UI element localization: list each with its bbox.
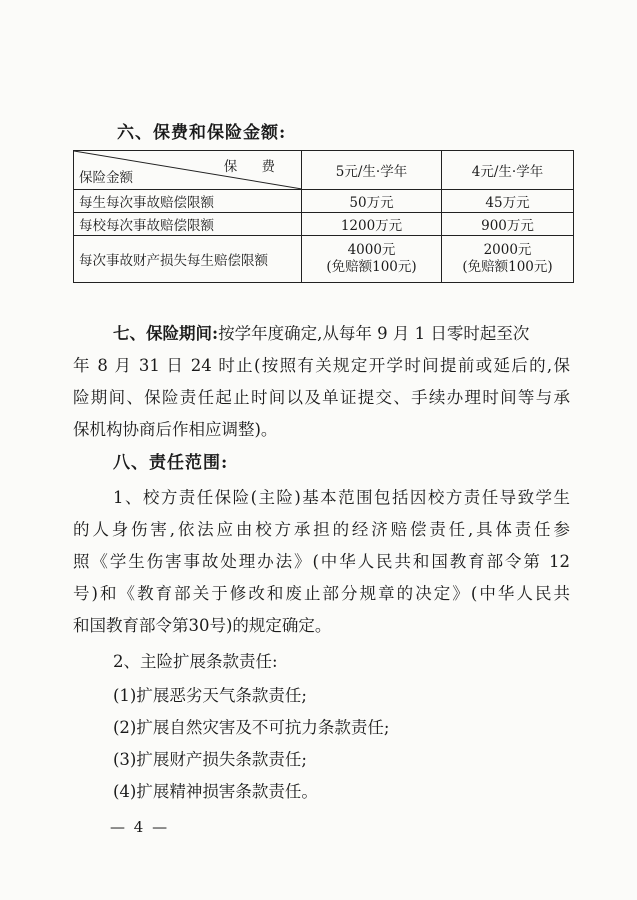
section-7-line-2: 年 8 月 31 日 24 时止(按照有关规定开学时间提前或延后的,保 — [73, 356, 570, 375]
section-8-heading: 八、责任范围: — [113, 453, 229, 473]
diagonal-header-cell — [74, 151, 302, 190]
section-8-para-1-line-1: 1、校方责任保险(主险)基本范围包括因校方责任导致学生 — [113, 488, 570, 507]
section-8-para-1-line-3: 照《学生伤害事故处理办法》(中华人民共和国教育部令第 12 — [73, 552, 570, 571]
col-header-4yuan: 4元/生·学年 — [442, 151, 574, 190]
premium-header-label: 保 费 — [223, 159, 285, 175]
cell-amount: 2000元 — [483, 242, 532, 258]
section-7-line-4: 保机构协商后作相应调整)。 — [73, 420, 278, 439]
table-row — [74, 236, 574, 283]
section-8-para-1-line-5: 和国教育部令第30号)的规定确定。 — [73, 616, 332, 635]
list-item: (4)扩展精神损害条款责任。 — [113, 782, 318, 801]
insured-amount-header-label: 保险金额 — [79, 170, 133, 186]
row-label: 每校每次事故赔偿限额 — [74, 213, 302, 236]
table-cell — [442, 236, 574, 283]
list-item: (1)扩展恶劣天气条款责任; — [113, 686, 307, 705]
section-7-text: 按学年度确定,从每年 9 月 1 日零时起至次 — [218, 324, 530, 343]
section-8-para-2-title: 2、主险扩展条款责任: — [113, 652, 278, 671]
section-7-line-3: 险期间、保险责任起止时间以及单证提交、手续办理时间等与承 — [73, 388, 570, 407]
table-cell: 50万元 — [302, 190, 442, 213]
list-item: (3)扩展财产损失条款责任; — [113, 750, 307, 769]
page-number: — 4 — — [110, 818, 170, 836]
section-6-heading: 六、保费和保险金额: — [117, 123, 287, 143]
row-label: 每次事故财产损失每生赔偿限额 — [74, 236, 302, 283]
list-item: (2)扩展自然灾害及不可抗力条款责任; — [113, 718, 390, 737]
section-7-heading: 七、保险期间: — [113, 324, 219, 343]
table-cell — [302, 236, 442, 283]
table-row — [74, 190, 574, 213]
premium-table — [73, 150, 574, 283]
table-cell: 900万元 — [442, 213, 574, 236]
cell-deductible: (免赔额100元) — [326, 259, 417, 275]
table-cell: 1200万元 — [302, 213, 442, 236]
section-8-para-1-line-4: 号)和《教育部关于修改和废止部分规章的决定》(中华人民共 — [73, 584, 570, 603]
cell-deductible: (免赔额100元) — [462, 259, 553, 275]
section-8-para-1-line-2: 的人身伤害,依法应由校方承担的经济赔偿责任,具体责任参 — [73, 520, 570, 539]
col-header-5yuan: 5元/生·学年 — [302, 151, 442, 190]
table-header-row — [74, 151, 574, 190]
row-label: 每生每次事故赔偿限额 — [74, 190, 302, 213]
cell-amount: 4000元 — [347, 242, 396, 258]
table-row — [74, 213, 574, 236]
section-7-line-1 — [113, 320, 570, 344]
table-cell: 45万元 — [442, 190, 574, 213]
